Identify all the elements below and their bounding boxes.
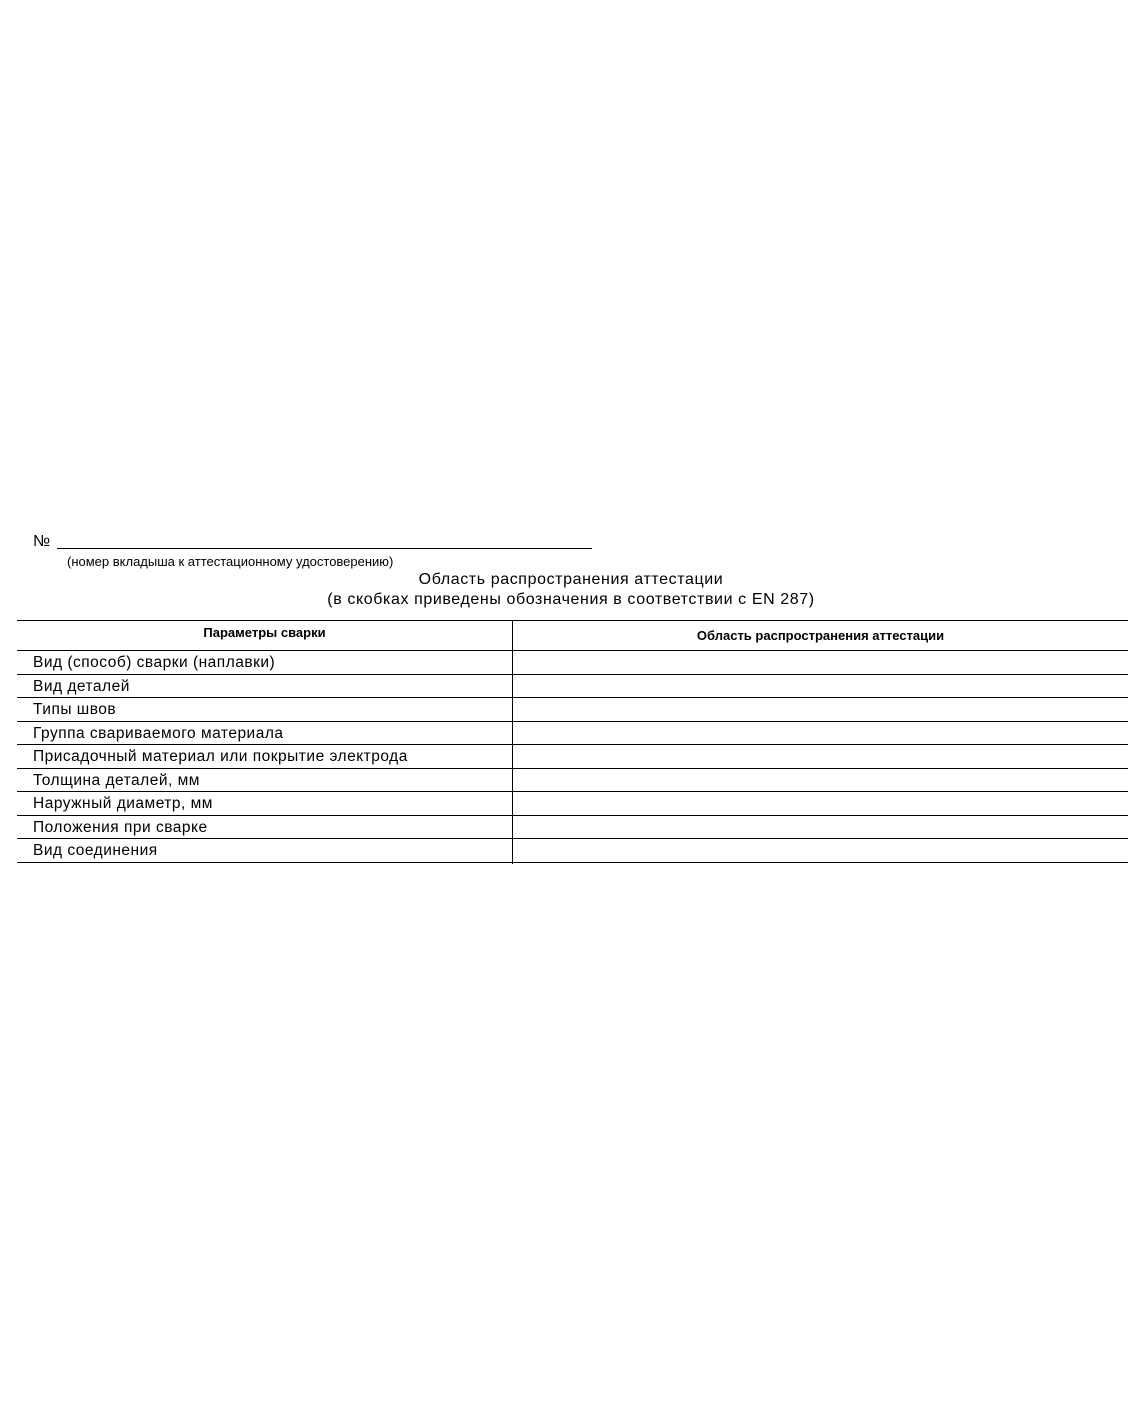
table-row [17,698,1128,722]
number-sign: № [33,533,51,550]
table-row [17,651,1128,675]
table-row [17,722,1128,746]
qualification-scope-table [17,620,1128,863]
section-subtitle: (в скобках приведены обозначения в соответствии с EN 287) [327,591,815,608]
parameter-label: Положения при сварке [33,818,208,836]
table-header-row [17,620,1128,651]
parameter-label: Присадочный материал или покрытие электрода [33,748,408,765]
parameter-label: Вид соединения [33,842,158,859]
table-row [17,816,1128,840]
parameter-label: Вид деталей [33,677,130,695]
number-caption: (номер вкладыша к аттестационному удостоверению) [67,554,394,569]
parameter-label: Типы швов [33,701,117,718]
table-row [17,839,1128,863]
parameter-label: Вид (способ) сварки (наплавки) [33,654,276,671]
table-row [17,792,1128,816]
certificate-number-field[interactable] [57,548,592,549]
header-scope: Область распространения аттестации [696,628,945,643]
parameter-label: Наружный диаметр, мм [33,795,213,812]
table-row [17,769,1128,793]
table-row [17,675,1128,699]
parameter-label: Толщина деталей, мм [33,771,200,789]
header-parameters: Параметры сварки [203,625,326,640]
parameter-label: Группа свариваемого материала [33,724,284,742]
table-row [17,745,1128,769]
certificate-number-line [33,532,593,552]
section-title: Область распространения аттестации [418,571,724,588]
